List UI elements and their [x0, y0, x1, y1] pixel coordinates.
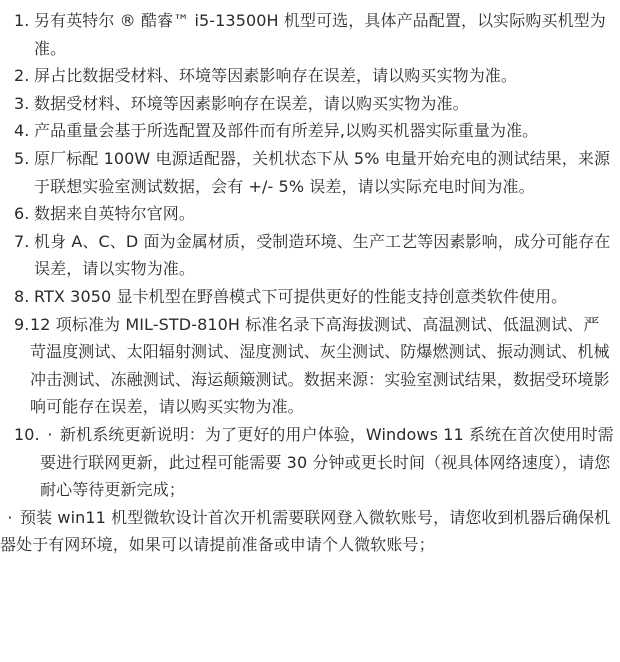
note-item-4: [14, 117, 614, 145]
sub-note-microsoft-account: [0, 504, 614, 559]
footnote-list: [0, 7, 614, 559]
note-item-3: [14, 90, 614, 118]
note-text: 数据来自英特尔官网。: [34, 204, 196, 224]
note-item-1: [14, 7, 614, 62]
note-number: 4.: [14, 121, 30, 141]
note-number: 6.: [14, 204, 30, 224]
note-number: 3.: [14, 93, 30, 113]
note-text: 数据受材料、环境等因素影响存在误差，请以购买实物为准。: [34, 93, 469, 113]
note-item-6: [14, 200, 614, 228]
bullet-dot: ·: [47, 424, 53, 444]
note-number: 5.: [14, 148, 30, 168]
note-number: 8.: [14, 286, 30, 306]
note-item-10: [0, 421, 614, 559]
note-text: 另有英特尔 ® 酷睿™ i5-13500H 机型可选，具体产品配置，以实际购买机型为准。: [34, 11, 606, 58]
note-item-7: [14, 228, 614, 283]
note-text: 12 项标准为 MIL-STD-810H 标准名录下高海拔测试、高温测试、低温测试、严苛温度测试、太阳辐射测试、湿度测试、灰尘测试、防爆燃测试、振动测试、机械冲击测试、冻融测试、海运颠簸测试。数据来源：实验室测试结果，数据受环境影响可能存在误差，请以购买实物为准。: [30, 314, 610, 417]
note-text: 机身 A、C、D 面为金属材质，受制造环境、生产工艺等因素影响，成分可能存在误差，请以实物为准。: [34, 231, 611, 279]
note-number: 2.: [14, 66, 30, 86]
sub-note-system-update: [40, 421, 614, 504]
note-number: 7.: [14, 231, 30, 251]
note-item-8: [14, 283, 614, 311]
note-text: 产品重量会基于所选配置及部件而有所差异,以购买机器实际重量为准。: [34, 121, 539, 141]
bullet-dot: ·: [7, 507, 13, 527]
note-number: 10.: [14, 424, 40, 444]
note-number: 9.: [14, 314, 30, 334]
note-text: 原厂标配 100W 电源适配器，关机状态下从 5% 电量开始充电的测试结果，来源于联想实验室测试数据，会有 +/- 5% 误差，请以实际充电时间为准。: [34, 148, 611, 196]
note-number: 1.: [14, 11, 30, 30]
note-text: 屏占比数据受材料、环境等因素影响存在误差，请以购买实物为准。: [34, 66, 518, 86]
sub-note-text: 预装 win11 机型微软设计首次开机需要联网登入微软账号，请您收到机器后确保机器处于有网环境，如果可以请提前准备或申请个人微软账号；: [0, 507, 611, 555]
note-item-5: [14, 145, 614, 200]
note-item-9: [14, 311, 614, 421]
note-item-2: [14, 62, 614, 90]
sub-note-text: 新机系统更新说明：为了更好的用户体验，Windows 11 系统在首次使用时需要进行联网更新，此过程可能需要 30 分钟或更长时间（视具体网络速度），请您耐心等待更新完成；: [40, 424, 614, 500]
note-text: RTX 3050 显卡机型在野兽模式下可提供更好的性能支持创意类软件使用。: [34, 286, 568, 306]
